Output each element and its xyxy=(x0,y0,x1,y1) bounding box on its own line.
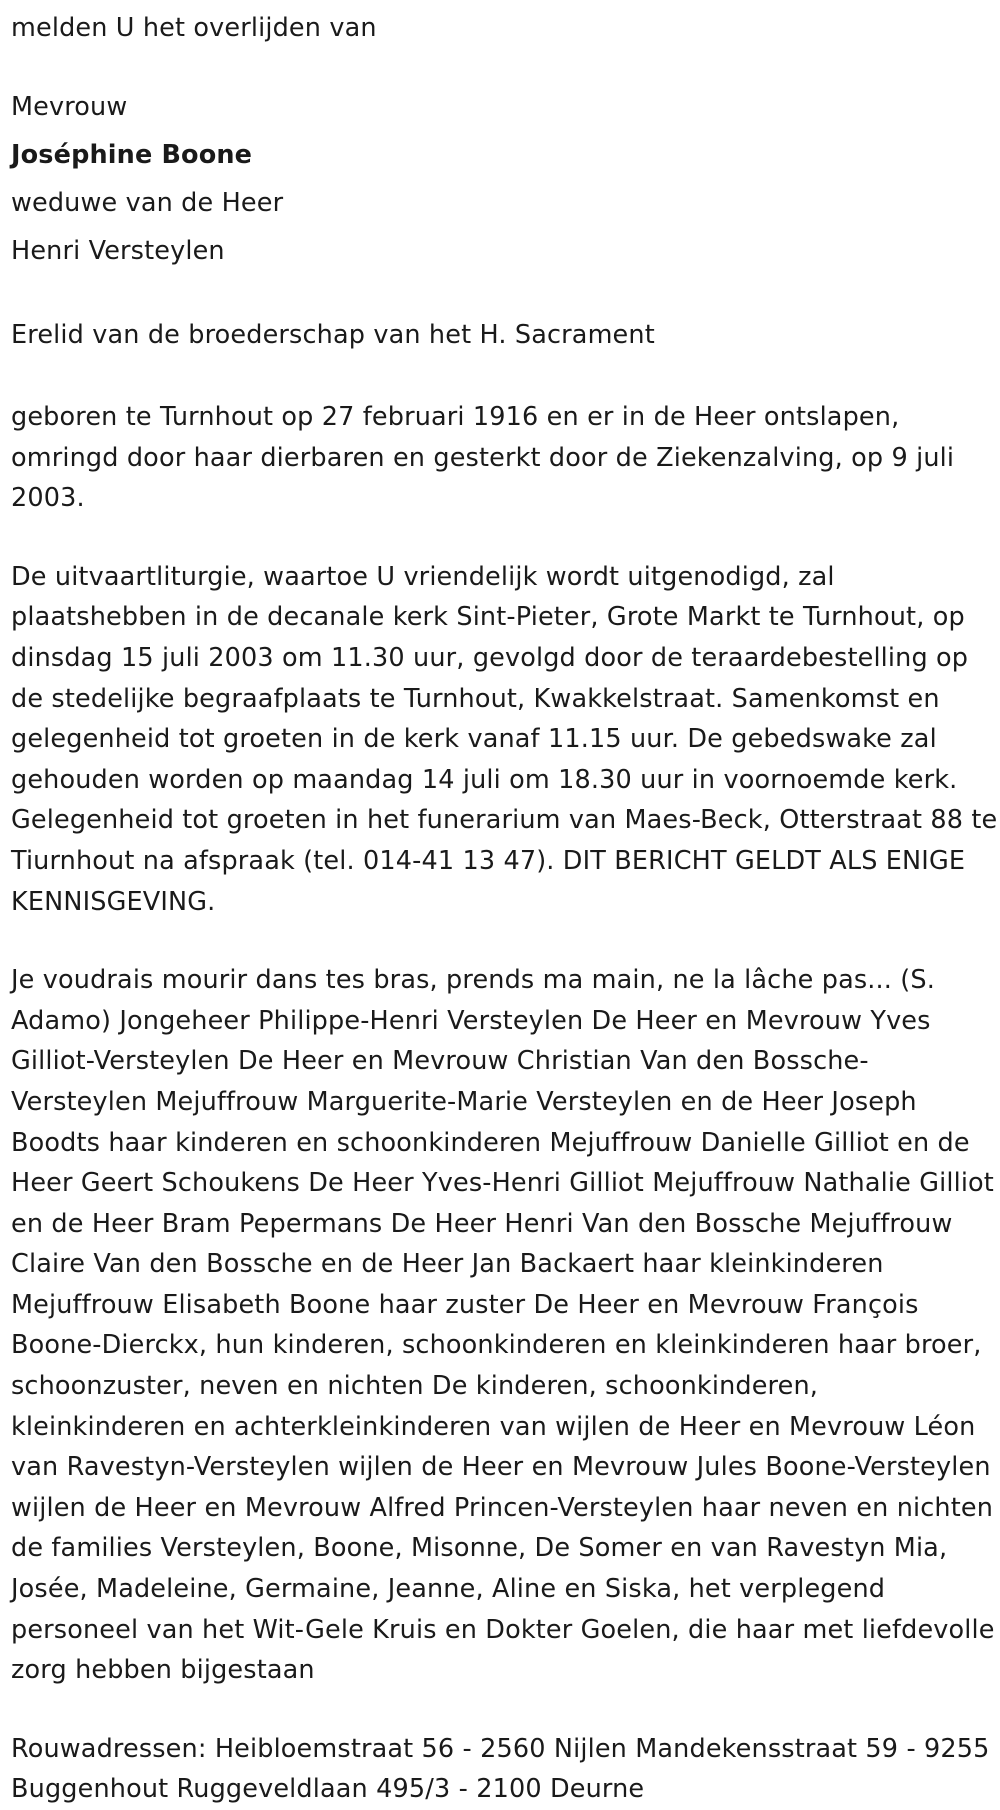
funeral-paragraph: De uitvaartliturgie, waartoe U vriendelijk wordt uitgenodigd, zal plaatshebben in de decanale kerk Sint-Pieter, Grote Markt te Turnhout, op dinsdag 15 juli 2003 om 11.30 uur, gevolgd door de teraardebestelling op de stedelijke begraafplaats te Turnhout, Kwakkelstraat. Samenkomst en gelegenheid tot groeten in de kerk vanaf 11.15 uur. De gebedswake zal gehouden worden op maandag 14 juli om 18.30 uur in voornoemde kerk. Gelegenheid tot groeten in het funerarium van Maes-Beck, Otterstraat 88 te Tiurnhout na afspraak (tel. 014-41 13 47). DIT BERICHT GELDT ALS ENIGE KENNISGEVING. xyxy=(11,561,998,917)
family-paragraph: Je voudrais mourir dans tes bras, prends ma main, ne la lâche pas... (S. Adamo) Jongeheer Philippe-Henri Versteylen De Heer en Mevrouw Yves Gilliot-Versteylen De Heer en Mevrouw Christian Van den Bossche-Versteylen Mejuffrouw Marguerite-Marie Versteylen en de Heer Joseph Boodts haar kinderen en schoonkinderen Mejuffrouw Danielle Gilliot en de Heer Geert Schoukens De Heer Yves-Henri Gilliot Mejuffrouw Nathalie Gilliot en de Heer Bram Pepermans De Heer Henri Van den Bossche Mejuffrouw Claire Van den Bossche en de Heer Jan Backaert haar kleinkinderen Mejuffrouw Elisabeth Boone haar zuster De Heer en Mevrouw François Boone-Dierckx, hun kinderen, schoonkinderen en kleinkinderen haar broer, schoonzuster, neven en nichten De kinderen, schoonkinderen, kleinkinderen en achterkleinkinderen van wijlen de Heer en Mevrouw Léon van Ravestyn-Versteylen wijlen de Heer en Mevrouw Jules Boone-Versteylen wijlen de Heer en Mevrouw Alfred Princen-Versteylen haar neven en nichten de families Versteylen, Boone, Misonne, De Somer en van Ravestyn Mia, Josée, Madeleine, Germaine, Jeanne, Aline en Siska, het verplegend personeel van het Wit-Gele Kruis en Dokter Goelen, die haar met liefdevolle zorg hebben bijgestaan xyxy=(11,965,995,1686)
membership-text: Erelid van de broederschap van het H. Sacrament xyxy=(11,320,655,350)
deceased-relation: weduwe van de Heer xyxy=(11,188,284,218)
deceased-title: Mevrouw xyxy=(11,92,128,122)
deceased-block xyxy=(11,83,1000,275)
addresses-paragraph: Rouwadressen: Heibloemstraat 56 - 2560 Nijlen Mandekensstraat 59 - 9255 Buggenhout Ruggeveldlaan 495/3 - 2100 Deurne xyxy=(11,1733,990,1805)
deceased-spouse: Henri Versteylen xyxy=(11,236,225,266)
intro-text: melden U het overlijden van xyxy=(11,13,377,43)
birth-death-paragraph: geboren te Turnhout op 27 februari 1916 en er in de Heer ontslapen, omringd door haar dierbaren en gesterkt door de Ziekenzalving, op 9 juli 2003. xyxy=(11,402,955,514)
deceased-name: Joséphine Boone xyxy=(11,140,253,170)
